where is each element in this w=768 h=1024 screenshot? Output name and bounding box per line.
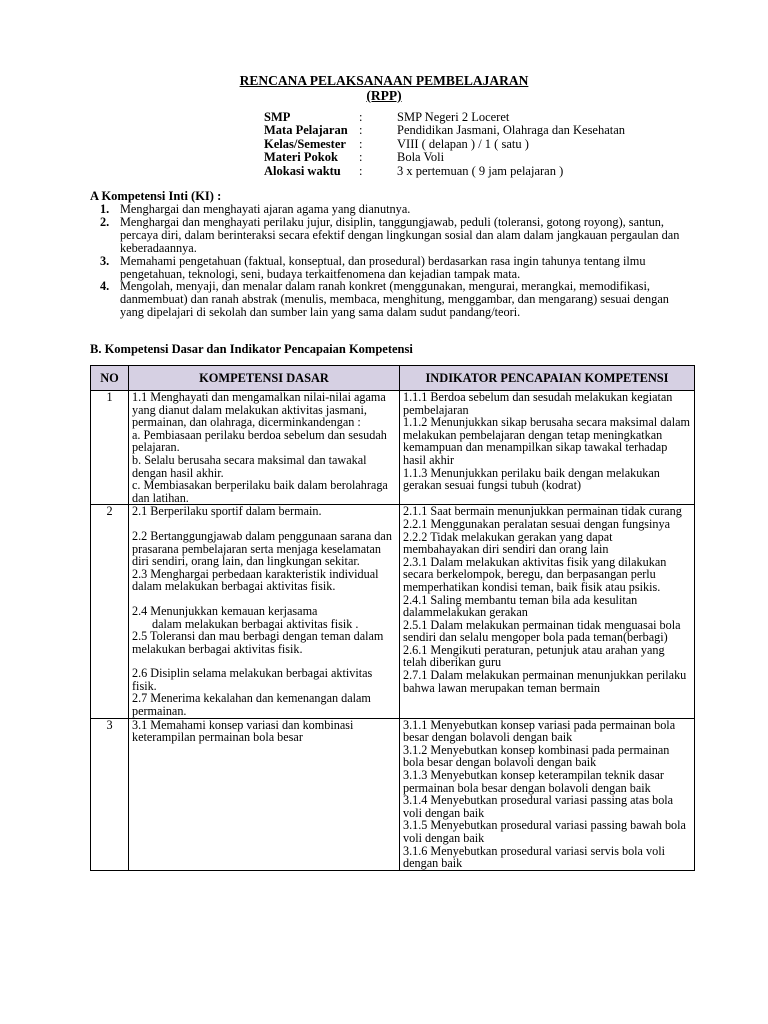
kd-text: 2.5 Toleransi dan mau berbagi dengan teman dalam melakukan berbagai aktivitas fisik. [132,629,384,656]
list-item [100,280,690,319]
kd-text: 3.1 Memahami konsep variasi dan kombinasi keterampilan permainan bola besar [132,717,354,745]
list-item [100,203,690,216]
indicator-text: 2.5.1 Dalam melakukan permainan tidak menguasai bola sendiri dan selalu mengoper bola pada teman(berbagi) [403,617,681,645]
kd-cell [129,505,400,718]
kompetensi-inti-list [100,203,690,319]
indicator-text: 3.1.3 Menyebutkan konsep keterampilan teknik dasar permainan bola besar dengan bolavoli dengan baik [403,768,664,795]
kd-text: b. Selalu berusaha secara maksimal dan tawakal dengan hasil akhir. [132,452,367,480]
list-text: Mengolah, menyaji, dan menalar dalam ranah konkret (menggunakan, mengurai, merangkai, memodifikasi, danmembuat) dan ranah abstrak (menulis, membaca, menghitung, menggambar, dan mengarang) sesuai dengan yang dipelajari di sekolah dan sumber lain yang sama dalam sudut pandang/teori. [120,279,669,320]
meta-row [264,124,625,137]
meta-colon: : [359,136,363,151]
list-number: 3. [100,253,110,268]
indicator-text: 2.2.1 Menggunakan peralatan sesuai dengan fungsinya [403,516,671,531]
meta-label: SMP [264,110,291,124]
kd-text: 2.7 Menerima kekalahan dan kemenangan dalam permainan. [132,691,371,719]
meta-label: Alokasi waktu [264,163,341,178]
kd-text: 1.1 Menghayati dan mengamalkan nilai-nilai agama yang dianut dalam melakukan aktivitas jasmani, permainan, dan olahraga, dicerminkandengan : [132,390,386,430]
table-row [91,505,695,718]
list-number: 1. [100,202,110,216]
indicator-text: 3.1.4 Menyebutkan prosedural variasi passing atas bola voli dengan baik [403,793,674,820]
meta-colon: : [359,123,363,138]
column-header-indicator: INDIKATOR PENCAPAIAN KOMPETENSI [400,366,695,391]
table-row [91,391,695,505]
indicator-text: 2.3.1 Dalam melakukan aktivitas fisik yang dilakukan secara berkelompok, beregu, dan berpasangan perlu memperhatikan kondisi teman, baik fisik atau psikis. [403,554,667,594]
meta-label: Materi Pokok [264,150,338,165]
indicator-text: 3.1.5 Menyebutkan prosedural variasi passing bawah bola voli dengan baik [403,818,686,845]
indicator-text: 1.1.3 Menunjukkan perilaku baik dengan melakukan gerakan sesuai fungsi tubuh (kodrat) [403,465,660,493]
list-number: 4. [100,279,110,294]
table-header-row [91,366,695,391]
kd-text: 2.2 Bertanggungjawab dalam penggunaan sarana dan prasarana pembelajaran serta menjaga keselamatan diri sendiri, orang lain, dan lingkungan sekitar. [132,528,392,569]
indicator-text: 2.4.1 Saling membantu teman bila ada kesulitan dalammelakukan gerakan [403,592,638,620]
indicator-text: 1.1.1 Berdoa sebelum dan sesudah melakukan kegiatan pembelajaran [403,390,673,417]
document-title: RENCANA PELAKSANAAN PEMBELAJARAN [239,73,529,88]
kd-cell [129,391,400,505]
meta-colon: : [359,150,363,165]
indicator-text: 2.1.1 Saat bermain menunjukkan permainan tidak curang [403,504,682,519]
row-number: 2 [91,505,129,718]
column-header-no: NO [91,366,129,391]
row-number: 1 [91,391,129,505]
identity-block [264,111,625,178]
indicator-cell [400,391,695,505]
competency-table [90,365,695,871]
kd-text: dalam melakukan berbagai aktivitas fisik . [152,616,359,631]
meta-colon: : [359,163,363,178]
document-subtitle: (RPP) [366,88,402,103]
list-text: Memahami pengetahuan (faktual, konseptual, dan prosedural) berdasarkan rasa ingin tahunya tentang ilmu pengetahuan, teknologi, seni, budaya terkaitfenomena dan kejadian tampak mata. [120,253,646,281]
kd-text: 2.4 Menunjukkan kemauan kerjasama [132,603,318,618]
indicator-text: 2.7.1 Dalam melakukan permainan menunjukkan perilaku bahwa lawan merupakan teman bermain [403,668,687,695]
meta-row [264,151,625,164]
meta-value: SMP Negeri 2 Loceret [397,110,510,124]
meta-row [264,111,625,124]
row-number: 3 [91,718,129,870]
table-row [91,718,695,870]
kd-text: 2.1 Berperilaku sportif dalam bermain. [132,504,322,519]
meta-label: Kelas/Semester [264,136,346,151]
indicator-text: 3.1.2 Menyebutkan konsep kombinasi pada permainan bola besar dengan bolavoli dengan baik [403,742,670,770]
list-text: Menghargai dan menghayati ajaran agama yang dianutnya. [120,202,411,216]
kd-text: a. Pembiasaan perilaku berdoa sebelum dan sesudah pelajaran. [132,427,387,455]
meta-row [264,165,625,178]
indicator-text: 2.2.2 Tidak melakukan gerakan yang dapat membahayakan diri sendiri dan orang lain [403,529,613,557]
list-number: 2. [100,214,110,229]
meta-value: Bola Voli [397,150,445,165]
kd-text: 2.6 Disiplin selama melakukan berbagai aktivitas fisik. [132,666,373,693]
spacer [403,694,691,706]
indicator-text: 3.1.1 Menyebutkan konsep variasi pada permainan bola besar dengan bolavoli dengan baik [403,717,676,745]
section-b-heading: B. Kompetensi Dasar dan Indikator Pencapaian Kompetensi [90,342,413,356]
meta-label: Mata Pelajaran [264,123,348,138]
list-item [100,255,690,281]
indicator-text: 2.6.1 Mengikuti peraturan, petunjuk atau arahan yang telah diberikan guru [403,642,665,670]
list-item [100,216,690,255]
kd-text: c. Membiasakan berperilaku baik dalam berolahraga dan latihan. [132,478,388,505]
section-a-heading: A Kompetensi Inti (KI) : [90,189,222,203]
meta-row [264,138,625,151]
indicator-text: 3.1.6 Menyebutkan prosedural variasi servis bola voli dengan baik [403,843,665,871]
indicator-cell [400,718,695,870]
kd-text: 2.3 Menghargai perbedaan karakteristik individual dalam melakukan berbagai aktivitas fisik. [132,566,379,594]
meta-colon: : [359,110,363,124]
kd-cell [129,718,400,870]
meta-value: 3 x pertemuan ( 9 jam pelajaran ) [397,163,564,178]
indicator-cell [400,505,695,718]
indicator-text: 1.1.2 Menunjukkan sikap berusaha secara maksimal dalam melakukan pembelajaran dengan tetap meningkatkan kemampuan dan menampilkan sikap tawakal terhadap hasil akhir [403,415,690,467]
meta-value: Pendidikan Jasmani, Olahraga dan Kesehatan [397,123,626,138]
meta-value: VIII ( delapan ) / 1 ( satu ) [397,136,529,151]
column-header-kd: KOMPETENSI DASAR [129,366,400,391]
list-text: Menghargai dan menghayati perilaku jujur, disiplin, tanggungjawab, peduli (toleransi, gotong royong), santun, percaya diri, dalam berinteraksi secara efektif dengan lingkungan sosial dan alam dalam jangkauan pergaulan dan keberadaannya. [120,214,680,255]
